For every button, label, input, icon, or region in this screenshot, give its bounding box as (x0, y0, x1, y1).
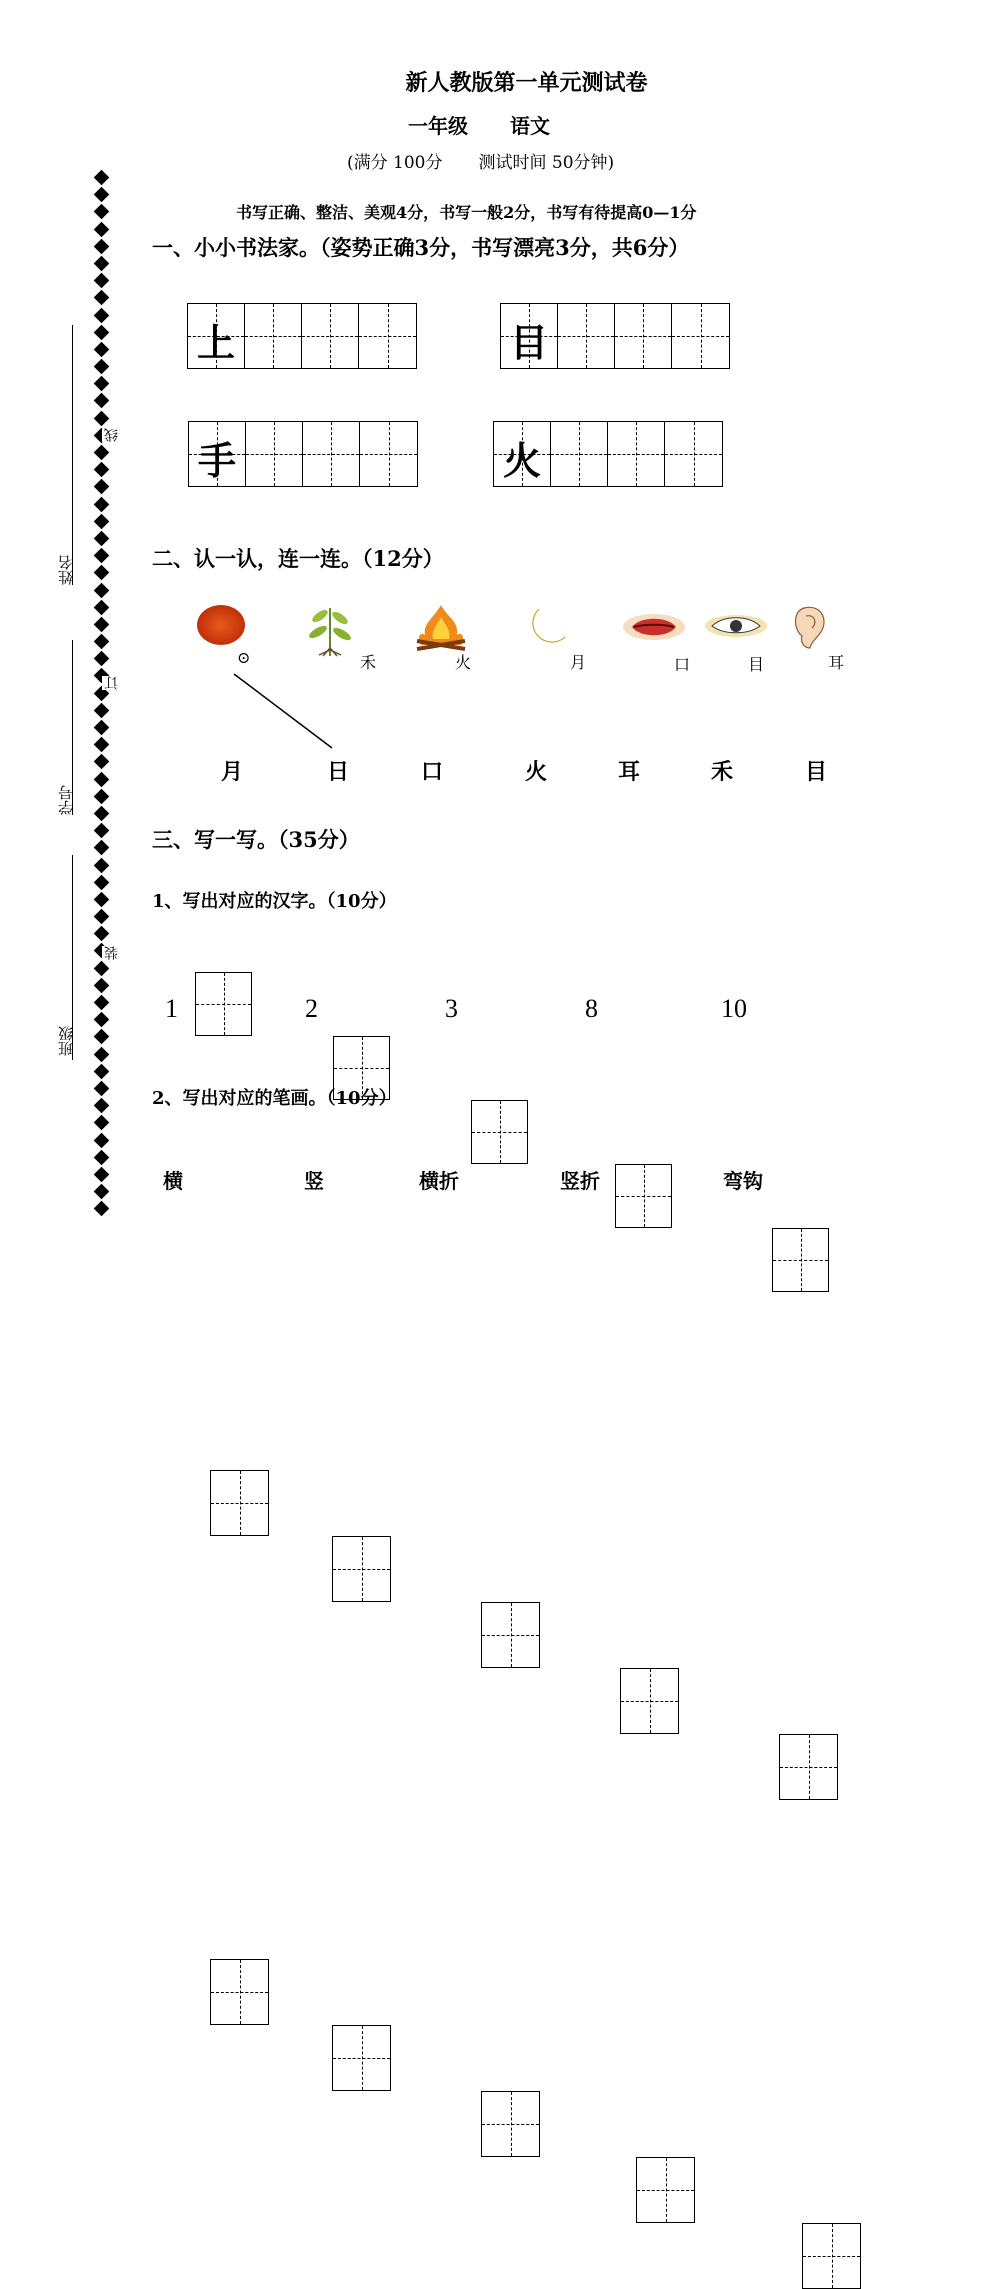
answer-box[interactable] (481, 1602, 540, 1668)
ancient-glyph[interactable]: 目 (748, 655, 765, 674)
ancient-glyph[interactable]: 火 (455, 653, 472, 672)
diamond-mark (94, 582, 110, 598)
diamond-mark (94, 548, 110, 564)
diamond-mark (94, 410, 110, 426)
answer-char[interactable]: 火 (525, 759, 548, 785)
answer-char[interactable]: 口 (421, 759, 444, 785)
diamond-mark (94, 874, 110, 890)
diamond-mark (94, 651, 110, 667)
grid-cell[interactable] (665, 422, 722, 486)
section2-heading: 二、认一认，连一连。（12分） (152, 546, 444, 571)
answer-box[interactable] (615, 1164, 672, 1228)
answer-box[interactable] (471, 1100, 528, 1164)
diamond-mark (94, 634, 110, 650)
part1-heading: 1、写出对应的汉字。（10分） (152, 891, 397, 912)
answer-box[interactable] (636, 2157, 695, 2223)
grid-cell[interactable] (551, 422, 608, 486)
writing-note: 书写正确、整洁、美观4分，书写一般2分，书写有待提高0—1分 (236, 203, 697, 222)
fire-picture[interactable] (413, 603, 469, 651)
diamond-mark (94, 342, 110, 358)
answer-box[interactable] (210, 1470, 269, 1536)
ancient-glyph[interactable]: ⊙ (237, 648, 251, 667)
diamond-mark (94, 170, 110, 186)
diamond-mark (94, 204, 110, 220)
number-label: 2 (305, 994, 318, 1023)
grid-cell[interactable] (608, 422, 665, 486)
diamond-mark (94, 857, 110, 873)
diamond-mark (94, 531, 110, 547)
ear-picture[interactable] (790, 604, 828, 650)
diamond-mark (94, 1098, 110, 1114)
diamond-mark (94, 479, 110, 495)
answer-box[interactable] (772, 1228, 829, 1292)
answer-box[interactable] (481, 2091, 540, 2157)
diamond-mark (94, 960, 110, 976)
stroke-label: 横折 (419, 1169, 459, 1193)
ancient-glyph[interactable]: 耳 (828, 653, 845, 672)
writing-grid-3 (188, 421, 418, 487)
full-score: (满分 100分 (347, 153, 443, 173)
name-label: 姓名 (57, 555, 75, 585)
diamond-mark (94, 1046, 110, 1062)
diamond-mark (94, 1149, 110, 1165)
diamond-mark (94, 703, 110, 719)
test-time: 测试时间 50分钟) (478, 153, 615, 173)
diamond-mark (94, 788, 110, 804)
grade-label: 一年级 (408, 114, 468, 138)
diamond-mark (94, 187, 110, 203)
binding-diamond-border (93, 172, 111, 1220)
diamond-mark (94, 892, 110, 908)
writing-grid-2 (500, 303, 730, 369)
answer-box[interactable] (332, 1536, 391, 1602)
diamond-mark (94, 617, 110, 633)
binding-ding-char: 订 (104, 676, 120, 690)
number-label: 1 (165, 994, 178, 1023)
diamond-mark (94, 1012, 110, 1028)
diamond-mark (94, 307, 110, 323)
number-label: 学号 (57, 785, 75, 815)
binding-line-char: 线 (104, 428, 120, 442)
section1-heading: 一、小小书法家。（姿势正确3分，书写漂亮3分，共6分） (152, 235, 690, 260)
diamond-mark (94, 565, 110, 581)
diamond-mark (94, 462, 110, 478)
diamond-mark (94, 393, 110, 409)
diamond-mark (94, 359, 110, 375)
diamond-mark (94, 1167, 110, 1183)
stroke-label: 竖折 (560, 1169, 600, 1193)
diamond-mark (94, 1115, 110, 1131)
name-line (72, 325, 73, 585)
ancient-glyph[interactable]: 口 (674, 655, 691, 674)
grid-cell (494, 422, 551, 486)
diamond-mark (94, 909, 110, 925)
number-label: 10 (721, 994, 747, 1023)
answer-box[interactable] (210, 1959, 269, 2025)
diamond-mark (94, 737, 110, 753)
diamond-mark (94, 771, 110, 787)
section3-heading: 三、写一写。（35分） (152, 827, 360, 852)
diamond-mark (94, 221, 110, 237)
diamond-mark (94, 496, 110, 512)
stroke-label: 弯钩 (723, 1169, 763, 1193)
grid-cell[interactable] (558, 304, 615, 368)
diamond-mark (94, 513, 110, 529)
answer-char[interactable]: 目 (805, 759, 828, 785)
diamond-mark (94, 995, 110, 1011)
grid-cell[interactable] (246, 422, 303, 486)
binding-zhuang-char: 装 (104, 946, 120, 960)
diamond-mark (94, 324, 110, 340)
diamond-mark (94, 599, 110, 615)
moon-picture[interactable] (525, 607, 569, 647)
grid-cell[interactable] (302, 304, 359, 368)
answer-box[interactable] (332, 2025, 391, 2091)
mouth-picture[interactable] (622, 612, 686, 642)
answer-char[interactable]: 耳 (618, 759, 641, 785)
page-title: 新人教版第一单元测试卷 (405, 70, 648, 96)
writing-grid-4 (493, 421, 723, 487)
diamond-mark (94, 823, 110, 839)
diamond-mark (94, 806, 110, 822)
diamond-mark (94, 978, 110, 994)
model-char: 手 (197, 438, 236, 483)
diamond-mark (94, 256, 110, 272)
diamond-mark (94, 926, 110, 942)
subtitle (408, 110, 592, 139)
diamond-mark (94, 1081, 110, 1097)
answer-box[interactable] (620, 1668, 679, 1734)
diamond-mark (94, 273, 110, 289)
diamond-mark (94, 720, 110, 736)
connecting-line (230, 670, 340, 752)
grid-cell (189, 422, 246, 486)
subject-label: 语文 (510, 114, 550, 138)
diamond-mark (94, 1184, 110, 1200)
test-info (347, 148, 614, 173)
stroke-label: 横 (163, 1169, 183, 1193)
diamond-mark (94, 840, 110, 856)
part2-heading: 2、写出对应的笔画。（10分） (152, 1088, 397, 1109)
writing-grid-1 (187, 303, 417, 369)
eye-picture[interactable] (704, 613, 768, 639)
grid-cell[interactable] (359, 304, 416, 368)
grid-cell[interactable] (303, 422, 360, 486)
ancient-glyph[interactable]: 月 (570, 653, 587, 672)
model-char: 火 (502, 438, 541, 483)
number-label: 8 (585, 994, 598, 1023)
diamond-mark (94, 376, 110, 392)
number-label: 3 (445, 994, 458, 1023)
answer-char[interactable]: 日 (327, 759, 350, 785)
diamond-mark (94, 445, 110, 461)
grid-cell[interactable] (360, 422, 417, 486)
diamond-mark (94, 1132, 110, 1148)
sun-picture[interactable] (195, 603, 247, 647)
diamond-mark (94, 1029, 110, 1045)
answer-box[interactable] (802, 2223, 861, 2289)
grid-cell[interactable] (672, 304, 729, 368)
answer-char[interactable]: 禾 (711, 759, 734, 785)
model-char: 上 (196, 320, 235, 365)
answer-box[interactable] (195, 972, 252, 1036)
model-char: 目 (509, 320, 548, 365)
diamond-mark (94, 290, 110, 306)
ancient-glyph[interactable]: 禾 (360, 653, 377, 672)
answer-box[interactable] (779, 1734, 838, 1800)
class-label: 班级 (57, 1026, 75, 1056)
grid-cell (188, 304, 245, 368)
diamond-mark (94, 1201, 110, 1217)
diamond-mark (94, 754, 110, 770)
diamond-mark (94, 238, 110, 254)
diamond-mark (94, 1063, 110, 1079)
stroke-label: 竖 (304, 1169, 324, 1193)
grid-cell[interactable] (245, 304, 302, 368)
grid-cell[interactable] (615, 304, 672, 368)
grain-picture[interactable] (305, 600, 355, 658)
grid-cell (501, 304, 558, 368)
answer-char[interactable]: 月 (221, 759, 244, 785)
